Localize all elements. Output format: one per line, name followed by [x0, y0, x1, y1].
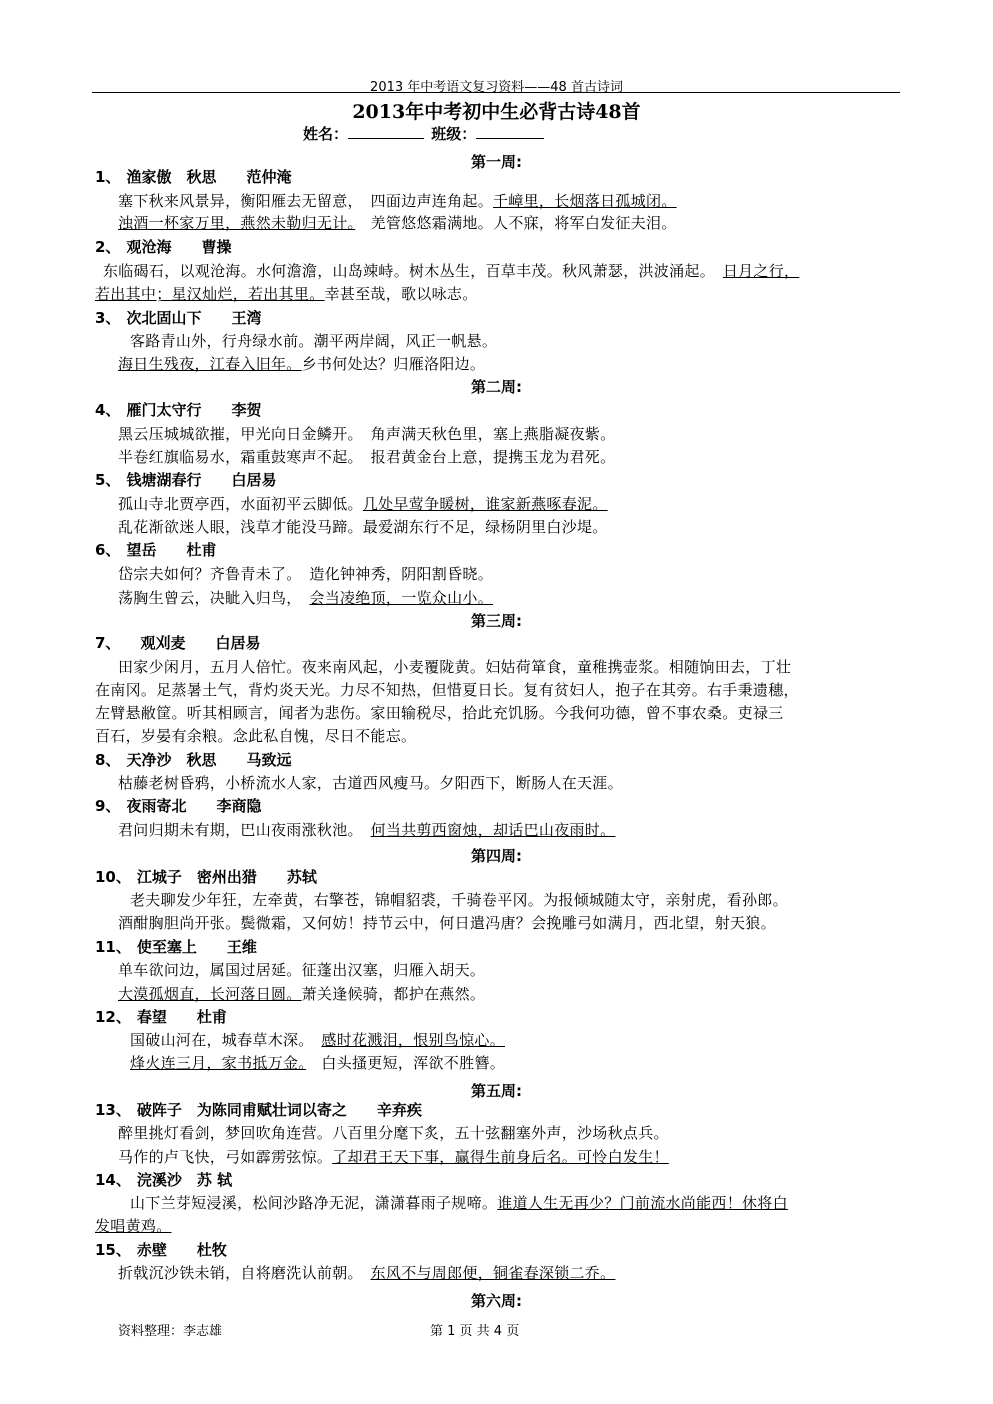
verse-text: 半卷红旗临易水，霜重鼓寒声不起。 报君黄金台上意，提携玉龙为君死。: [118, 448, 616, 466]
poem-title-line: [95, 236, 231, 258]
week-heading: 第三周:: [471, 612, 522, 630]
poem-number: 14、: [95, 1171, 131, 1189]
poem-number: 6、: [95, 541, 121, 559]
poem-verse-line: [103, 260, 799, 282]
name-blank[interactable]: [348, 124, 424, 139]
class-blank[interactable]: [476, 124, 544, 139]
poem-verse-line: [130, 1029, 505, 1051]
poem-author: 白居易: [215, 634, 261, 652]
verse-text: 枯藤老树昏鸦，小桥流水人家，古道西风瘦马。夕阳西下，断肠人在天涯。: [118, 774, 623, 792]
verse-underlined-text: 谁道人生无再少？门前流水尚能西！休将白: [497, 1194, 788, 1212]
verse-underlined-text: 几处早莺争暖树，谁家新燕啄春泥。: [362, 495, 608, 513]
poem-title-line: [95, 936, 257, 958]
poem-title: 雁门太守行: [126, 401, 202, 419]
verse-text: 孤山寺北贾亭西，水面初平云脚低。: [118, 495, 363, 513]
week-heading: 第六周:: [471, 1292, 522, 1310]
footer-compiler: 资料整理：李志雄: [118, 1324, 223, 1339]
verse-underlined-text: 感时花溅泪，恨别鸟惊心。: [321, 1031, 506, 1049]
class-label: 班级：: [431, 125, 477, 143]
poem-verse-line: [118, 587, 493, 609]
poem-title: 夜雨寄北: [126, 797, 187, 815]
verse-text: 乱花渐欲迷人眼，浅草才能没马蹄。最爱湖东行不足，绿杨阴里白沙堤。: [118, 518, 608, 536]
running-header: 2013 年中考语文复习资料——48 首古诗词: [370, 80, 623, 95]
verse-text: 单车欲问边，属国过居延。征蓬出汉塞，归雁入胡天。: [118, 961, 486, 979]
verse-underlined-text: 大漠孤烟直，长河落日圆。: [118, 985, 302, 1003]
poem-verse-line: [118, 446, 615, 468]
poem-author: 杜甫: [186, 541, 217, 559]
poem-title-line: [95, 749, 291, 771]
verse-text: 客路青山外，行舟绿水前。潮平两岸阔，风正一帆悬。: [130, 332, 498, 350]
poem-verse-line: [118, 819, 615, 841]
poem-title: 钱塘湖春行: [126, 471, 202, 489]
poem-number: 7、: [95, 634, 121, 652]
poem-number: 12、: [95, 1008, 131, 1026]
poem-number: 3、: [95, 309, 121, 327]
week-heading: 第五周:: [471, 1082, 522, 1100]
poem-verse-line: [95, 1215, 172, 1237]
poem-number: 10、: [95, 868, 131, 886]
poem-verse-line: [95, 283, 478, 305]
poem-title: 浣溪沙 苏 轼: [136, 1171, 233, 1189]
poem-verse-line: [118, 1122, 669, 1144]
poem-author: 王维: [226, 938, 257, 956]
poem-number: 1、: [95, 168, 121, 186]
poem-verse-line: [95, 679, 799, 701]
poem-verse-line: [118, 516, 608, 538]
poem-author: 杜甫: [196, 1008, 227, 1026]
poem-title-line: [95, 1239, 227, 1261]
poem-verse-line: [95, 725, 416, 747]
poem-title-line: [95, 307, 261, 329]
poem-author: 范仲淹: [246, 168, 292, 186]
poem-title: 渔家傲 秋思: [126, 168, 217, 186]
verse-text: 荡胸生曾云，决眦入归鸟，: [118, 589, 310, 607]
poem-title: 望岳: [126, 541, 157, 559]
poem-verse-line: [118, 983, 485, 1005]
verse-text: 酒酣胸胆尚开张。鬓微霜，又何妨！持节云中，何日遣冯唐？会挽雕弓如满月，西北望，射天狼。: [118, 914, 776, 932]
verse-underlined-text: 日月之行，: [722, 262, 800, 280]
poem-verse-line: [118, 1146, 669, 1168]
poem-author: 白居易: [231, 471, 277, 489]
poem-title: 天净沙 秋思: [126, 751, 217, 769]
poem-author: 李商隐: [216, 797, 262, 815]
poem-number: 5、: [95, 471, 121, 489]
verse-text: 岱宗夫如何？齐鲁青未了。 造化钟神秀，阴阳割昏晓。: [118, 565, 494, 583]
name-class-row: [303, 123, 546, 144]
week-heading: 第四周:: [471, 847, 522, 865]
poem-verse-line: [118, 912, 776, 934]
poem-verse-line: [95, 702, 784, 724]
verse-underlined-text: 若出其中；星汉灿烂，若出其里。: [95, 285, 325, 303]
poem-title-line: [95, 795, 261, 817]
poem-title: 观刈麦: [140, 634, 186, 652]
verse-text-after: 羌管悠悠霜满地。人不寐，将军白发征夫泪。: [355, 214, 677, 232]
poem-title-line: [95, 1169, 262, 1191]
verse-underlined-text: 会当凌绝顶，一览众山小。: [309, 589, 494, 607]
poem-title-line: [95, 399, 261, 421]
verse-text: 塞下秋来风景异，衡阳雁去无留意， 四面边声连角起。: [118, 192, 494, 210]
poem-author: 辛弃疾: [376, 1101, 422, 1119]
verse-underlined-text: 千嶂里，长烟落日孤城闭。: [493, 192, 677, 210]
poem-number: 4、: [95, 401, 121, 419]
poem-title: 江城子 密州出猎: [136, 868, 257, 886]
poem-title-line: [95, 1099, 422, 1121]
poem-number: 9、: [95, 797, 121, 815]
poem-verse-line: [130, 330, 497, 352]
verse-text: 老夫聊发少年狂，左牵黄，右擎苍，锦帽貂裘，千骑卷平冈。为报倾城随太守，亲射虎，看孙郎。: [130, 891, 788, 909]
poem-title: 破阵子 为陈同甫赋壮词以寄之: [136, 1101, 347, 1119]
verse-text: 左臂悬敝筐。听其相顾言，闻者为悲伤。家田输税尽，拾此充饥肠。今我何功德，曾不事农桑。吏禄三: [95, 704, 784, 722]
poem-verse-line: [118, 190, 677, 212]
poem-verse-line: [118, 959, 485, 981]
poem-title: 赤壁: [136, 1241, 167, 1259]
poem-verse-line: [118, 212, 677, 234]
poem-number: 2、: [95, 238, 121, 256]
poem-verse-line: [118, 493, 608, 515]
poem-author: 李贺: [231, 401, 262, 419]
poem-title: 观沧海: [126, 238, 172, 256]
verse-text: 君问归期未有期，巴山夜雨涨秋池。: [118, 821, 371, 839]
verse-underlined-text: 了却君王天下事，赢得生前身后名。可怜白发生！: [332, 1148, 669, 1166]
verse-text: 国破山河在，城春草木深。: [130, 1031, 322, 1049]
poem-verse-line: [130, 1192, 788, 1214]
poem-number: 13、: [95, 1101, 131, 1119]
poem-number: 11、: [95, 938, 131, 956]
verse-text: 在南冈。足蒸暑土气，背灼炎天光。力尽不知热，但惜夏日长。复有贫妇人，抱子在其旁。右手秉遗穗，: [95, 681, 799, 699]
verse-text: 黑云压城城欲摧，甲光向日金鳞开。 角声满天秋色里，塞上燕脂凝夜紫。: [118, 425, 616, 443]
verse-text: 马作的卢飞快，弓如霹雳弦惊。: [118, 1148, 333, 1166]
poem-title-line: [95, 1006, 227, 1028]
poem-verse-line: [118, 353, 485, 375]
header-rule: [92, 92, 900, 93]
verse-text-after: 幸甚至哉，歌以咏志。: [324, 285, 478, 303]
poem-title: 使至塞上: [136, 938, 197, 956]
verse-underlined-text: 何当共剪西窗烛，却话巴山夜雨时。: [370, 821, 616, 839]
name-label: 姓名：: [303, 125, 349, 143]
poem-author: 曹操: [201, 238, 232, 256]
footer-page-number: 第 1 页 共 4 页: [430, 1324, 520, 1339]
poem-title: 春望: [136, 1008, 167, 1026]
poem-author: 马致远: [246, 751, 292, 769]
week-heading: 第一周:: [471, 153, 522, 171]
verse-underlined-text: 发唱黄鸡。: [95, 1217, 172, 1235]
verse-text: 醉里挑灯看剑，梦回吹角连营。八百里分麾下炙，五十弦翻塞外声，沙场秋点兵。: [118, 1124, 669, 1142]
verse-text-after: 乡书何处达？归雁洛阳边。: [301, 355, 486, 373]
poem-number: 8、: [95, 751, 121, 769]
poem-author: 王湾: [231, 309, 262, 327]
verse-underlined-text: 海日生残夜，江春入旧年。: [118, 355, 302, 373]
poem-title-line: [95, 539, 216, 561]
document-title: 2013年中考初中生必背古诗48首: [352, 101, 641, 123]
verse-text: 百石，岁晏有余粮。念此私自愧，尽日不能忘。: [95, 727, 417, 745]
poem-verse-line: [118, 1262, 615, 1284]
verse-underlined-text: 烽火连三月，家书抵万金。: [130, 1054, 307, 1072]
poem-title-line: [95, 866, 317, 888]
poem-title-line: [95, 632, 260, 654]
poem-title: 次北固山下: [126, 309, 202, 327]
poem-verse-line: [130, 889, 788, 911]
verse-underlined-text: 浊酒一杯家万里，燕然未勒归无计。: [118, 214, 356, 232]
verse-text-after: 白头搔更短，浑欲不胜簪。: [306, 1054, 506, 1072]
poem-author: 杜牧: [196, 1241, 227, 1259]
verse-text: 东临碣石，以观沧海。水何澹澹，山岛竦峙。树木丛生，百草丰茂。秋风萧瑟，洪波涌起。: [103, 262, 723, 280]
poem-verse-line: [118, 772, 623, 794]
week-heading: 第二周:: [471, 378, 522, 396]
poem-verse-line: [118, 656, 791, 678]
poem-title-line: [95, 166, 291, 188]
poem-author: 苏轼: [286, 868, 317, 886]
verse-text: 山下兰芽短浸溪，松间沙路净无泥，潇潇暮雨子规啼。: [130, 1194, 498, 1212]
verse-text-after: 萧关逢候骑，都护在燕然。: [301, 985, 486, 1003]
verse-text: 田家少闲月，五月人倍忙。夜来南风起，小麦覆陇黄。妇姑荷箪食，童稚携壶浆。相随饷田去，丁壮: [118, 658, 792, 676]
poem-verse-line: [118, 423, 615, 445]
poem-title-line: [95, 469, 276, 491]
verse-text: 折戟沉沙铁未销，自将磨洗认前朝。: [118, 1264, 371, 1282]
poem-verse-line: [118, 563, 493, 585]
poem-number: 15、: [95, 1241, 131, 1259]
verse-underlined-text: 东风不与周郎便，铜雀春深锁二乔。: [370, 1264, 616, 1282]
poem-verse-line: [130, 1052, 505, 1074]
